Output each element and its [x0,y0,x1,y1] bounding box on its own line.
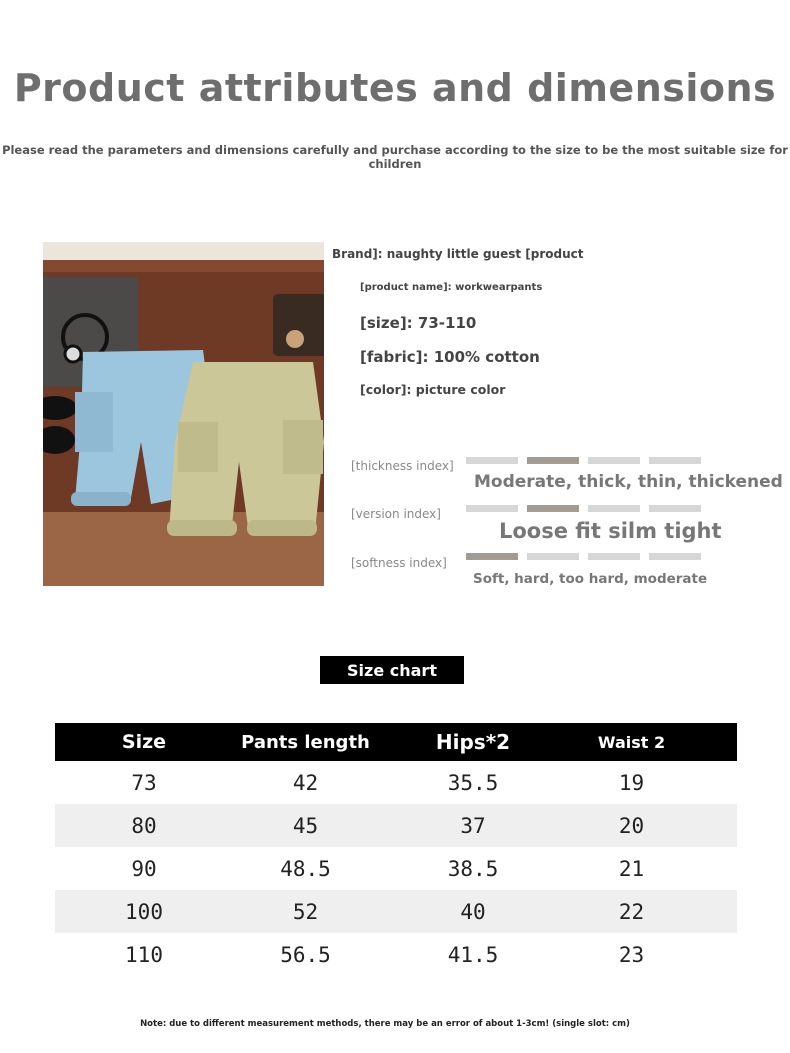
table-cell: 42 [292,770,319,795]
attr-fabric: [fabric]: 100% cotton [360,348,540,366]
table-cell: 56.5 [280,942,331,967]
column-header-pants-length: Pants length [241,731,370,753]
attr-product-name: [product name]: workwearpants [360,282,543,293]
index-bar [527,505,579,512]
size-chart-heading: Size chart [320,656,464,684]
product-photo [43,242,324,586]
page-subtitle: Please read the parameters and dimensions carefully and purchase according to the size to be the most suitable size for children [2,143,788,171]
table-cell: 100 [125,899,163,924]
table-cell: 110 [125,942,163,967]
table-row [55,890,737,933]
version-index-label: [version index] [351,507,441,521]
table-row [55,804,737,847]
table-header-row [55,723,737,761]
table-row [55,761,737,804]
table-cell: 21 [618,856,645,881]
table-cell: 73 [131,770,157,795]
table-cell: 41.5 [447,942,499,967]
table-cell: 80 [131,813,157,838]
thickness-index-label: [thickness index] [351,459,454,473]
table-cell: 19 [618,770,645,795]
table-cell: 45 [292,813,319,838]
index-bar [588,553,640,560]
size-chart-table [55,723,737,976]
column-header-hips: Hips*2 [435,730,511,754]
softness-index-bars [466,553,701,560]
softness-index-label: [softness index] [351,556,447,570]
version-index-options: Loose fit silm tight [499,519,722,543]
attr-color: [color]: picture color [360,382,506,397]
attr-size: [size]: 73-110 [360,314,477,332]
index-bar [588,505,640,512]
page-title: Product attributes and dimensions [13,66,777,110]
index-bar [649,553,701,560]
table-cell: 48.5 [280,856,331,881]
index-bar [527,553,579,560]
index-bar [466,553,518,560]
table-cell: 20 [618,813,645,838]
table-cell: 35.5 [447,770,499,795]
table-cell: 38.5 [447,856,499,881]
table-cell: 52 [292,899,319,924]
thickness-index-bars [466,457,701,464]
measurement-note: Note: due to different measurement methods, there may be an error of about 1-3cm! (single slot: cm) [140,1019,630,1029]
index-bar [466,505,518,512]
index-bar [649,505,701,512]
table-row [55,933,737,976]
softness-index-options: Soft, hard, too hard, moderate [473,571,708,587]
index-bar [527,457,579,464]
column-header-size: Size [121,731,167,753]
index-bar [649,457,701,464]
table-cell: 90 [131,856,157,881]
table-cell: 40 [460,899,486,924]
table-row [55,847,737,890]
attr-brand: Brand]: naughty little guest [product [332,247,584,261]
thickness-index-options: Moderate, thick, thin, thickened [474,472,783,492]
column-header-waist: Waist 2 [597,732,666,752]
version-index-bars [466,505,701,512]
index-bar [466,457,518,464]
table-cell: 22 [618,899,645,924]
table-cell: 23 [618,942,645,967]
table-cell: 37 [460,813,486,838]
index-bar [588,457,640,464]
